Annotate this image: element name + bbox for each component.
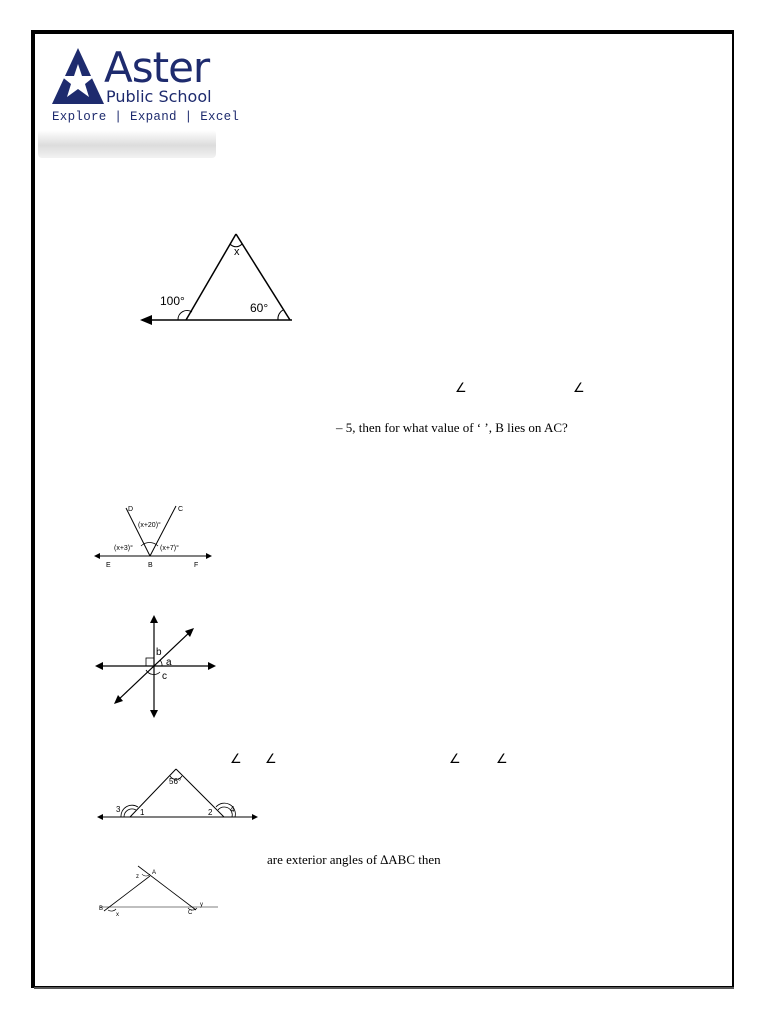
angle-top-label: (x+20)° [138,522,161,529]
figure-triangle-exterior-angle [138,228,298,328]
figure-triangle-angles [96,764,260,824]
logo-school-name: Aster [104,43,210,92]
question-b-lies-on-ac: – 5, then for what value of ‘ ’, B lies on AC? [336,420,568,435]
angle-1-label: 1 [140,808,145,817]
top-angle-label: x [234,246,240,258]
label-c: C [178,506,184,513]
angle-symbol: ∠ [265,751,277,766]
apex-angle-label: 56° [169,777,182,786]
label-c: C [188,910,193,916]
label-e: E [106,562,111,569]
angle-symbol: ∠ [455,380,467,395]
label-b: b [156,647,162,658]
angle-2-label: 2 [208,808,213,817]
exterior-angle-label: 100° [160,294,185,308]
label-z: z [136,874,139,880]
logo-tagline: Explore | Expand | Excel [52,110,240,124]
angle-left-label: (x+3)° [114,545,133,552]
angle-symbol: ∠ [449,751,461,766]
logo-subtitle: Public School [106,87,212,106]
angle-4-label: 4 [230,805,235,814]
arrow-left-icon [140,315,152,325]
angle-symbol: ∠ [496,751,508,766]
page-bottom-rule [34,987,734,989]
base-angle-label: 60° [250,301,269,315]
exterior-angles-text: are exterior angles of ∆ABC then [267,852,441,867]
label-d: D [128,506,134,513]
label-b: B [99,906,104,912]
label-y: y [200,902,203,908]
label-c: c [162,671,167,682]
angle-right-label: (x+7)° [160,545,179,552]
angle-symbol: ∠ [573,380,585,395]
figure-triangle-exterior-xyz [98,864,222,918]
label-x: x [116,912,119,918]
label-b: B [148,562,153,569]
angle-3-label: 3 [116,805,121,814]
label-a: a [166,657,172,668]
figure-rays-from-b [94,500,214,572]
angle-symbol: ∠ [230,751,242,766]
logo-shadow [38,130,216,158]
label-f: F [194,562,199,569]
label-a: A [152,870,157,876]
logo-emblem-icon [50,46,106,106]
figure-intersecting-lines [94,614,218,720]
